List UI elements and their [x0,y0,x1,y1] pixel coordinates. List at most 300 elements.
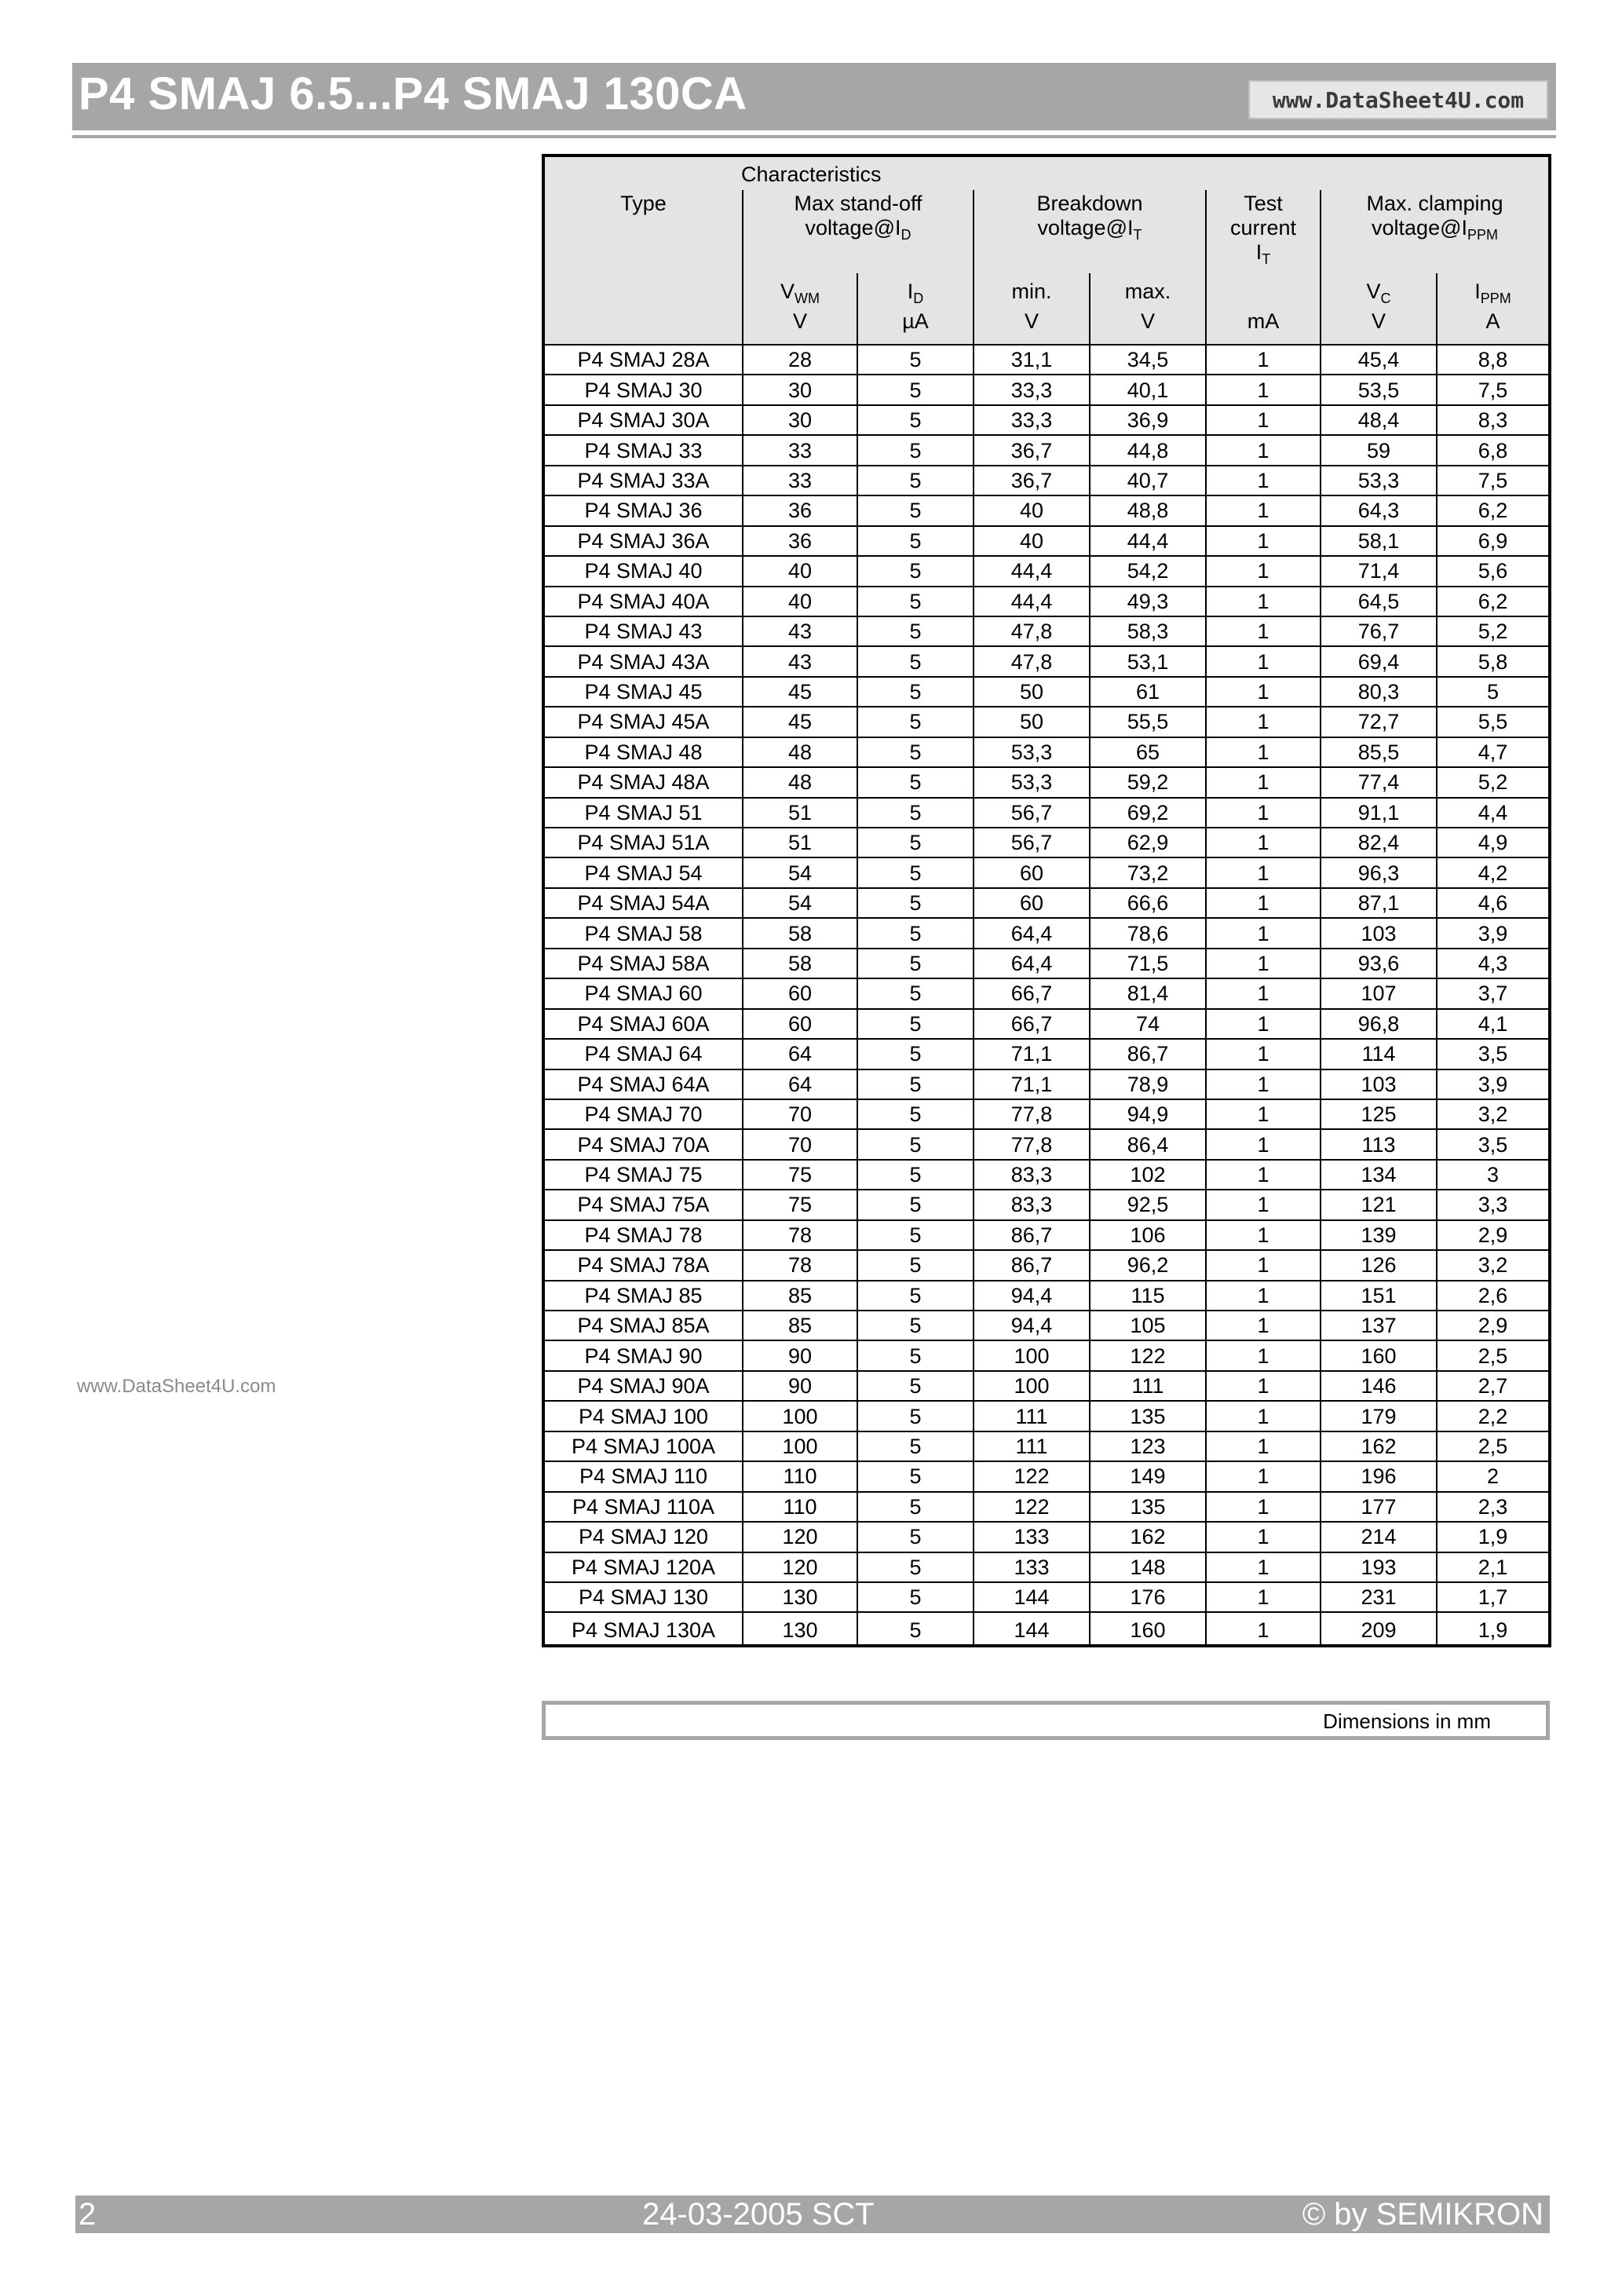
cell-id: 5 [857,495,974,525]
cell-vbr-min: 64,4 [974,949,1090,978]
cell-type: P4 SMAJ 70 [545,1099,743,1129]
cell-it: 1 [1206,1190,1321,1219]
cell-vbr-min: 40 [974,495,1090,525]
cell-ippm: 4,2 [1437,857,1548,887]
cell-vbr-min: 31,1 [974,345,1090,375]
cell-vbr-min: 144 [974,1612,1090,1647]
cell-vc: 114 [1321,1039,1437,1069]
vwm-symbol: $V_{WM}$ V [743,273,857,345]
cell-vbr-max: 106 [1090,1220,1206,1250]
cell-ippm: 2,1 [1437,1552,1548,1582]
cell-type: P4 SMAJ 36A [545,526,743,556]
cell-vbr-min: 111 [974,1431,1090,1461]
cell-id: 5 [857,375,974,404]
cell-vwm: 60 [743,1009,857,1039]
cell-vc: 45,4 [1321,345,1437,375]
cell-ippm: 4,1 [1437,1009,1548,1039]
cell-id: 5 [857,345,974,375]
header-watermark: www.DataSheet4U.com [1248,80,1548,119]
cell-id: 5 [857,1582,974,1612]
cell-vc: 69,4 [1321,646,1437,676]
table-row [545,1220,1548,1250]
cell-vwm: 120 [743,1522,857,1552]
cell-vc: 64,5 [1321,587,1437,616]
cell-vc: 151 [1321,1281,1437,1311]
cell-ippm: 7,5 [1437,466,1548,495]
cell-it: 1 [1206,1340,1321,1370]
table-row [545,345,1548,375]
table-body [545,345,1548,1647]
cell-vc: 48,4 [1321,405,1437,435]
cell-id: 5 [857,1160,974,1190]
cell-vwm: 58 [743,918,857,948]
cell-vwm: 45 [743,677,857,707]
cell-vbr-max: 123 [1090,1431,1206,1461]
cell-ippm: 1,9 [1437,1612,1548,1647]
standoff-header: Max stand-off $voltage@I_D$ [743,190,974,273]
cell-vwm: 28 [743,345,857,375]
cell-vwm: 43 [743,646,857,676]
cell-ippm: 2,6 [1437,1281,1548,1311]
cell-vbr-max: 81,4 [1090,978,1206,1008]
cell-vbr-min: 83,3 [974,1190,1090,1219]
cell-vc: 96,3 [1321,857,1437,887]
cell-ippm: 4,9 [1437,828,1548,857]
cell-vbr-min: 50 [974,707,1090,737]
cell-id: 5 [857,1069,974,1099]
cell-vbr-max: 34,5 [1090,345,1206,375]
cell-vwm: 45 [743,707,857,737]
characteristics-table-frame [542,154,1551,1647]
cell-vbr-min: 53,3 [974,737,1090,767]
cell-vbr-max: 59,2 [1090,767,1206,797]
cell-vbr-max: 86,4 [1090,1129,1206,1159]
cell-it: 1 [1206,1129,1321,1159]
table-caption: Characteristics [545,157,1548,190]
cell-vwm: 85 [743,1311,857,1340]
cell-ippm: 2,9 [1437,1311,1548,1340]
cell-vbr-max: 66,6 [1090,888,1206,918]
cell-id: 5 [857,646,974,676]
cell-vwm: 90 [743,1340,857,1370]
cell-type: P4 SMAJ 54A [545,888,743,918]
cell-vwm: 130 [743,1612,857,1647]
cell-vbr-min: 77,8 [974,1099,1090,1129]
cell-id: 5 [857,1039,974,1069]
cell-vwm: 85 [743,1281,857,1311]
cell-ippm: 3,9 [1437,1069,1548,1099]
table-row [545,646,1548,676]
cell-type: P4 SMAJ 75 [545,1160,743,1190]
cell-vc: 137 [1321,1311,1437,1340]
cell-id: 5 [857,526,974,556]
cell-type: P4 SMAJ 120A [545,1552,743,1582]
page-number: 2 [79,2197,97,2232]
cell-type: P4 SMAJ 78 [545,1220,743,1250]
table-row [545,435,1548,465]
type-unit-cell [545,273,743,345]
cell-type: P4 SMAJ 48A [545,767,743,797]
cell-type: P4 SMAJ 43 [545,616,743,646]
cell-vc: 58,1 [1321,526,1437,556]
cell-id: 5 [857,1311,974,1340]
cell-ippm: 5,8 [1437,646,1548,676]
cell-ippm: 5,2 [1437,767,1548,797]
cell-vwm: 64 [743,1069,857,1099]
cell-ippm: 6,8 [1437,435,1548,465]
table-row [545,677,1548,707]
cell-vbr-max: 86,7 [1090,1039,1206,1069]
side-watermark: www.DataSheet4U.com [77,1376,276,1397]
cell-ippm: 4,6 [1437,888,1548,918]
cell-vc: 77,4 [1321,767,1437,797]
cell-id: 5 [857,767,974,797]
table-row [545,1250,1548,1280]
cell-vbr-max: 40,1 [1090,375,1206,404]
cell-it: 1 [1206,466,1321,495]
cell-vwm: 40 [743,587,857,616]
cell-type: P4 SMAJ 60 [545,978,743,1008]
cell-id: 5 [857,857,974,887]
cell-vbr-min: 144 [974,1582,1090,1612]
cell-type: P4 SMAJ 28A [545,345,743,375]
table-row [545,707,1548,737]
cell-vbr-min: 71,1 [974,1039,1090,1069]
cell-vbr-max: 65 [1090,737,1206,767]
table-row [545,1401,1548,1431]
cell-vbr-min: 40 [974,526,1090,556]
table-row [545,1311,1548,1340]
cell-vwm: 60 [743,978,857,1008]
cell-vbr-min: 100 [974,1340,1090,1370]
cell-ippm: 3,5 [1437,1039,1548,1069]
cell-type: P4 SMAJ 130 [545,1582,743,1612]
cell-vc: 71,4 [1321,556,1437,586]
cell-vbr-max: 74 [1090,1009,1206,1039]
cell-it: 1 [1206,857,1321,887]
table-row [545,918,1548,948]
table-row [545,495,1548,525]
cell-vc: 162 [1321,1431,1437,1461]
cell-vbr-min: 44,4 [974,556,1090,586]
cell-vbr-max: 44,4 [1090,526,1206,556]
cell-id: 5 [857,978,974,1008]
cell-id: 5 [857,1492,974,1522]
cell-ippm: 4,3 [1437,949,1548,978]
cell-id: 5 [857,1461,974,1491]
cell-vc: 193 [1321,1552,1437,1582]
cell-vwm: 130 [743,1582,857,1612]
table-row [545,1099,1548,1129]
cell-vbr-max: 96,2 [1090,1250,1206,1280]
cell-type: P4 SMAJ 45 [545,677,743,707]
cell-vc: 134 [1321,1160,1437,1190]
cell-vwm: 100 [743,1431,857,1461]
cell-it: 1 [1206,1522,1321,1552]
table-row [545,1160,1548,1190]
table-row [545,1582,1548,1612]
footer-copyright: © by SEMIKRON [1302,2197,1543,2232]
cell-it: 1 [1206,587,1321,616]
cell-it: 1 [1206,1039,1321,1069]
cell-vbr-min: 44,4 [974,587,1090,616]
cell-id: 5 [857,1612,974,1647]
cell-ippm: 2,3 [1437,1492,1548,1522]
cell-vc: 80,3 [1321,677,1437,707]
cell-vbr-max: 105 [1090,1311,1206,1340]
dimensions-box [542,1701,1550,1740]
vbr-min-symbol: min. V [974,273,1090,345]
cell-id: 5 [857,1552,974,1582]
cell-vbr-min: 122 [974,1461,1090,1491]
cell-id: 5 [857,616,974,646]
table-row [545,857,1548,887]
cell-vwm: 36 [743,495,857,525]
cell-vwm: 75 [743,1190,857,1219]
cell-id: 5 [857,466,974,495]
cell-vbr-min: 77,8 [974,1129,1090,1159]
cell-type: P4 SMAJ 30A [545,405,743,435]
cell-vbr-min: 64,4 [974,918,1090,948]
table-row [545,767,1548,797]
table-row [545,828,1548,857]
cell-vbr-min: 66,7 [974,978,1090,1008]
cell-ippm: 3,2 [1437,1250,1548,1280]
cell-vwm: 48 [743,737,857,767]
cell-vwm: 54 [743,888,857,918]
cell-vbr-max: 135 [1090,1401,1206,1431]
cell-ippm: 3,2 [1437,1099,1548,1129]
cell-ippm: 4,4 [1437,798,1548,828]
cell-it: 1 [1206,978,1321,1008]
cell-vbr-min: 133 [974,1552,1090,1582]
cell-vc: 139 [1321,1220,1437,1250]
cell-vwm: 51 [743,798,857,828]
cell-vc: 126 [1321,1250,1437,1280]
cell-ippm: 2 [1437,1461,1548,1491]
cell-type: P4 SMAJ 64A [545,1069,743,1099]
cell-it: 1 [1206,495,1321,525]
table-row [545,978,1548,1008]
cell-vbr-min: 133 [974,1522,1090,1552]
cell-vc: 231 [1321,1582,1437,1612]
cell-type: P4 SMAJ 85A [545,1311,743,1340]
cell-vwm: 110 [743,1492,857,1522]
cell-type: P4 SMAJ 43A [545,646,743,676]
cell-id: 5 [857,1009,974,1039]
cell-id: 5 [857,1250,974,1280]
cell-vbr-min: 56,7 [974,828,1090,857]
cell-vc: 64,3 [1321,495,1437,525]
cell-vwm: 90 [743,1371,857,1401]
cell-ippm: 3,3 [1437,1190,1548,1219]
vbr-max-symbol: max. V [1090,273,1206,345]
cell-ippm: 2,2 [1437,1401,1548,1431]
cell-vwm: 48 [743,767,857,797]
cell-vc: 87,1 [1321,888,1437,918]
cell-ippm: 6,9 [1437,526,1548,556]
cell-it: 1 [1206,677,1321,707]
cell-ippm: 1,7 [1437,1582,1548,1612]
cell-type: P4 SMAJ 33 [545,435,743,465]
cell-ippm: 5 [1437,677,1548,707]
cell-ippm: 2,5 [1437,1340,1548,1370]
cell-it: 1 [1206,737,1321,767]
cell-it: 1 [1206,767,1321,797]
cell-vwm: 30 [743,375,857,404]
cell-it: 1 [1206,1431,1321,1461]
title-underline [72,135,1556,138]
table-row [545,737,1548,767]
cell-vc: 103 [1321,1069,1437,1099]
cell-ippm: 2,7 [1437,1371,1548,1401]
cell-type: P4 SMAJ 40A [545,587,743,616]
id-symbol: $I_D$ µA [857,273,974,345]
cell-id: 5 [857,435,974,465]
cell-id: 5 [857,1129,974,1159]
cell-vbr-max: 102 [1090,1160,1206,1190]
table-row [545,1522,1548,1552]
table-row [545,1492,1548,1522]
table-row [545,1009,1548,1039]
cell-vwm: 58 [743,949,857,978]
cell-vbr-min: 36,7 [974,435,1090,465]
cell-vbr-min: 111 [974,1401,1090,1431]
cell-id: 5 [857,1190,974,1219]
cell-type: P4 SMAJ 48 [545,737,743,767]
cell-id: 5 [857,1281,974,1311]
cell-vc: 82,4 [1321,828,1437,857]
cell-vbr-max: 176 [1090,1582,1206,1612]
cell-it: 1 [1206,1612,1321,1647]
cell-vc: 85,5 [1321,737,1437,767]
cell-id: 5 [857,828,974,857]
cell-vc: 76,7 [1321,616,1437,646]
cell-it: 1 [1206,1069,1321,1099]
cell-type: P4 SMAJ 100A [545,1431,743,1461]
cell-vwm: 33 [743,466,857,495]
table-row [545,556,1548,586]
cell-vbr-min: 94,4 [974,1311,1090,1340]
cell-id: 5 [857,737,974,767]
cell-it: 1 [1206,1371,1321,1401]
cell-ippm: 8,8 [1437,345,1548,375]
cell-ippm: 5,2 [1437,616,1548,646]
cell-ippm: 8,3 [1437,405,1548,435]
table-row [545,1129,1548,1159]
cell-vbr-min: 83,3 [974,1160,1090,1190]
cell-id: 5 [857,707,974,737]
cell-vc: 209 [1321,1612,1437,1647]
table-row [545,1281,1548,1311]
cell-it: 1 [1206,1492,1321,1522]
cell-it: 1 [1206,1160,1321,1190]
cell-vbr-max: 36,9 [1090,405,1206,435]
cell-vbr-min: 94,4 [974,1281,1090,1311]
cell-vwm: 40 [743,556,857,586]
type-header: Type [545,190,743,273]
cell-vbr-min: 33,3 [974,405,1090,435]
table-row [545,375,1548,404]
cell-vwm: 33 [743,435,857,465]
cell-vbr-max: 40,7 [1090,466,1206,495]
cell-vc: 96,8 [1321,1009,1437,1039]
cell-type: P4 SMAJ 130A [545,1612,743,1647]
clamping-header: Max. clamping $voltage@I_{PPM}$ [1321,190,1548,273]
cell-vbr-max: 73,2 [1090,857,1206,887]
cell-vbr-max: 160 [1090,1612,1206,1647]
cell-vbr-min: 86,7 [974,1250,1090,1280]
cell-vc: 160 [1321,1340,1437,1370]
cell-vbr-max: 49,3 [1090,587,1206,616]
cell-it: 1 [1206,1582,1321,1612]
cell-vbr-max: 54,2 [1090,556,1206,586]
cell-it: 1 [1206,888,1321,918]
cell-ippm: 3,5 [1437,1129,1548,1159]
cell-vwm: 43 [743,616,857,646]
cell-ippm: 3 [1437,1160,1548,1190]
table-row [545,949,1548,978]
cell-it: 1 [1206,1281,1321,1311]
cell-it: 1 [1206,1311,1321,1340]
cell-id: 5 [857,587,974,616]
cell-id: 5 [857,405,974,435]
cell-it: 1 [1206,405,1321,435]
cell-vbr-max: 135 [1090,1492,1206,1522]
cell-vbr-max: 58,3 [1090,616,1206,646]
cell-vbr-min: 56,7 [974,798,1090,828]
page-title: P4 SMAJ 6.5...P4 SMAJ 130CA [79,68,747,119]
cell-vbr-min: 122 [974,1492,1090,1522]
cell-type: P4 SMAJ 75A [545,1190,743,1219]
cell-it: 1 [1206,707,1321,737]
cell-it: 1 [1206,526,1321,556]
cell-vbr-max: 148 [1090,1552,1206,1582]
cell-vbr-max: 78,9 [1090,1069,1206,1099]
cell-vbr-max: 61 [1090,677,1206,707]
table-row [545,1069,1548,1099]
cell-it: 1 [1206,1461,1321,1491]
cell-id: 5 [857,888,974,918]
footer-bar [75,2195,1550,2233]
cell-vbr-max: 111 [1090,1371,1206,1401]
cell-vwm: 75 [743,1160,857,1190]
cell-vc: 113 [1321,1129,1437,1159]
cell-vc: 179 [1321,1401,1437,1431]
cell-vc: 53,3 [1321,466,1437,495]
dimensions-label: Dimensions in mm [1323,1709,1491,1733]
cell-vbr-min: 60 [974,888,1090,918]
table-row [545,1431,1548,1461]
footer-date: 24-03-2005 SCT [642,2197,875,2232]
cell-vwm: 54 [743,857,857,887]
cell-type: P4 SMAJ 78A [545,1250,743,1280]
cell-vc: 125 [1321,1099,1437,1129]
cell-id: 5 [857,1371,974,1401]
cell-vc: 107 [1321,978,1437,1008]
it-unit: mA [1206,273,1321,345]
cell-vbr-max: 94,9 [1090,1099,1206,1129]
cell-type: P4 SMAJ 110A [545,1492,743,1522]
cell-ippm: 7,5 [1437,375,1548,404]
cell-vbr-min: 86,7 [974,1220,1090,1250]
cell-ippm: 5,5 [1437,707,1548,737]
cell-it: 1 [1206,1401,1321,1431]
cell-vbr-max: 55,5 [1090,707,1206,737]
cell-vc: 121 [1321,1190,1437,1219]
cell-it: 1 [1206,798,1321,828]
cell-type: P4 SMAJ 40 [545,556,743,586]
